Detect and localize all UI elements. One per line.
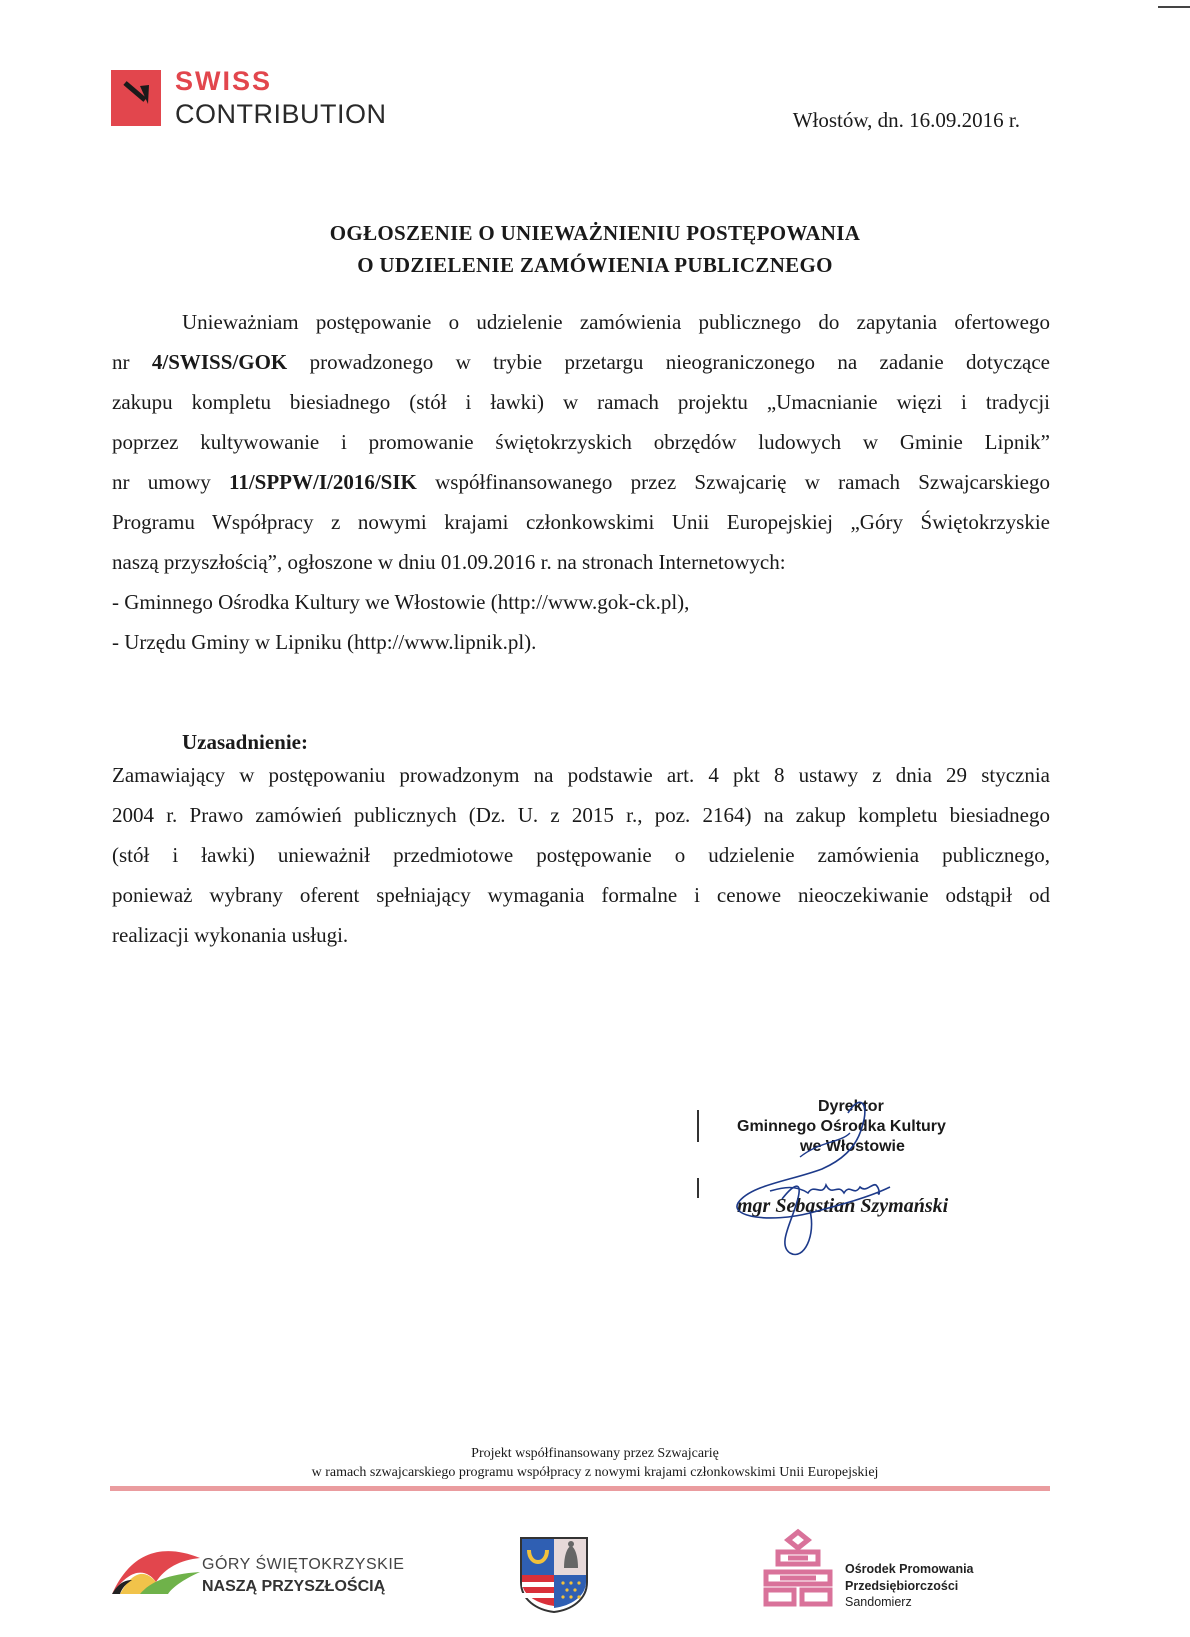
- body-line-lipnik-website: - Urzędu Gminy w Lipniku (http://www.lipnik.pl).: [112, 630, 537, 654]
- gory-swietokrzyskie-text-2: NASZĄ PRZYSZŁOŚCIĄ: [202, 1578, 386, 1595]
- justification-line: realizacji wykonania usługi.: [112, 923, 349, 947]
- logo-text-contribution: CONTRIBUTION: [175, 99, 387, 129]
- body-line-gok-website: - Gminnego Ośrodka Kultury we Włostowie (http://www.gok-ck.pl),: [112, 590, 690, 614]
- body-line: nr 4/SWISS/GOK prowadzonego w trybie przetargu nieograniczonego na zadanie dotyczące: [112, 350, 1050, 374]
- stamp-edge-mark: [697, 1110, 699, 1142]
- document-date: Włostów, dn. 16.09.2016 r.: [792, 108, 1020, 132]
- opp-text-3: Sandomierz: [845, 1595, 912, 1609]
- coat-of-arms-icon: [519, 1536, 589, 1614]
- signature-organization: Gminnego Ośrodka Kultury: [737, 1118, 946, 1135]
- body-line: Programu Współpracy z nowymi krajami członkowskimi Unii Europejskiej „Góry Świętokrzyskie: [112, 510, 1050, 534]
- contract-number: 11/SPPW/I/2016/SIK: [229, 470, 417, 494]
- opp-text-2: Przedsiębiorczości: [845, 1579, 959, 1593]
- document-title-line-1: OGŁOSZENIE O UNIEWAŻNIENIU POSTĘPOWANIA: [329, 221, 861, 245]
- signature-place: we Włostowie: [800, 1138, 905, 1155]
- justification-line: ponieważ wybrany oferent spełniający wymagania formalne i cenowe nieoczekiwanie odstąpił od: [112, 883, 1050, 907]
- body-line: Unieważniam postępowanie o udzielenie zamówienia publicznego do zapytania ofertowego: [182, 310, 1050, 334]
- gory-swietokrzyskie-logo-icon: [110, 1538, 202, 1596]
- body-line: naszą przyszłością”, ogłoszone w dniu 01.09.2016 r. na stronach Internetowych:: [112, 550, 786, 574]
- handwritten-signature: [730, 1085, 930, 1260]
- gory-swietokrzyskie-text-1: GÓRY ŚWIĘTOKRZYSKIE: [202, 1556, 405, 1573]
- body-line: zakupu kompletu biesiadnego (stół i ławki) w ramach projektu „Umacnianie więzi i tradycji: [112, 390, 1050, 414]
- cofinancing-note-line-2: w ramach szwajcarskiego programu współpracy z nowymi krajami członkowskimi Unii Europejskiej: [311, 1465, 879, 1480]
- opp-sandomierz-logo-icon: [758, 1528, 838, 1610]
- stamp-edge-mark: [697, 1178, 699, 1198]
- justification-line: 2004 r. Prawo zamówień publicznych (Dz. U. z 2015 r., poz. 2164) na zakup kompletu biesiadnego: [112, 803, 1050, 827]
- signature-role: Dyrektor: [818, 1098, 884, 1115]
- corner-scan-mark: [1158, 6, 1190, 8]
- cofinancing-note-line-1: Projekt współfinansowany przez Szwajcarię: [471, 1446, 719, 1461]
- justification-line: Zamawiający w postępowaniu prowadzonym na podstawie art. 4 pkt 8 ustawy z dnia 29 stycznia: [112, 763, 1050, 787]
- procedure-number: 4/SWISS/GOK: [151, 350, 288, 374]
- footer-divider: [110, 1486, 1050, 1491]
- document-title-line-2: O UDZIELENIE ZAMÓWIENIA PUBLICZNEGO: [357, 253, 833, 277]
- justification-body: [112, 755, 1050, 955]
- body-line: nr umowy 11/SPPW/I/2016/SIK współfinansowanego przez Szwajcarię w ramach Szwajcarskiego: [112, 470, 1050, 494]
- body-line: poprzez kultywowanie i promowanie świętokrzyskich obrzędów ludowych w Gminie Lipnik”: [112, 430, 1050, 454]
- signatory-name: mgr Sebastian Szymański: [737, 1195, 949, 1217]
- opp-text-1: Ośrodek Promowania: [845, 1562, 974, 1576]
- justification-line: (stół i ławki) unieważnił przedmiotowe postępowanie o udzielenie zamówienia publicznego,: [112, 843, 1050, 867]
- justification-heading: Uzasadnienie:: [182, 730, 308, 754]
- announcement-body: [112, 302, 1050, 662]
- swiss-contribution-logo-mark: [111, 70, 161, 126]
- logo-text-swiss: SWISS: [175, 66, 273, 96]
